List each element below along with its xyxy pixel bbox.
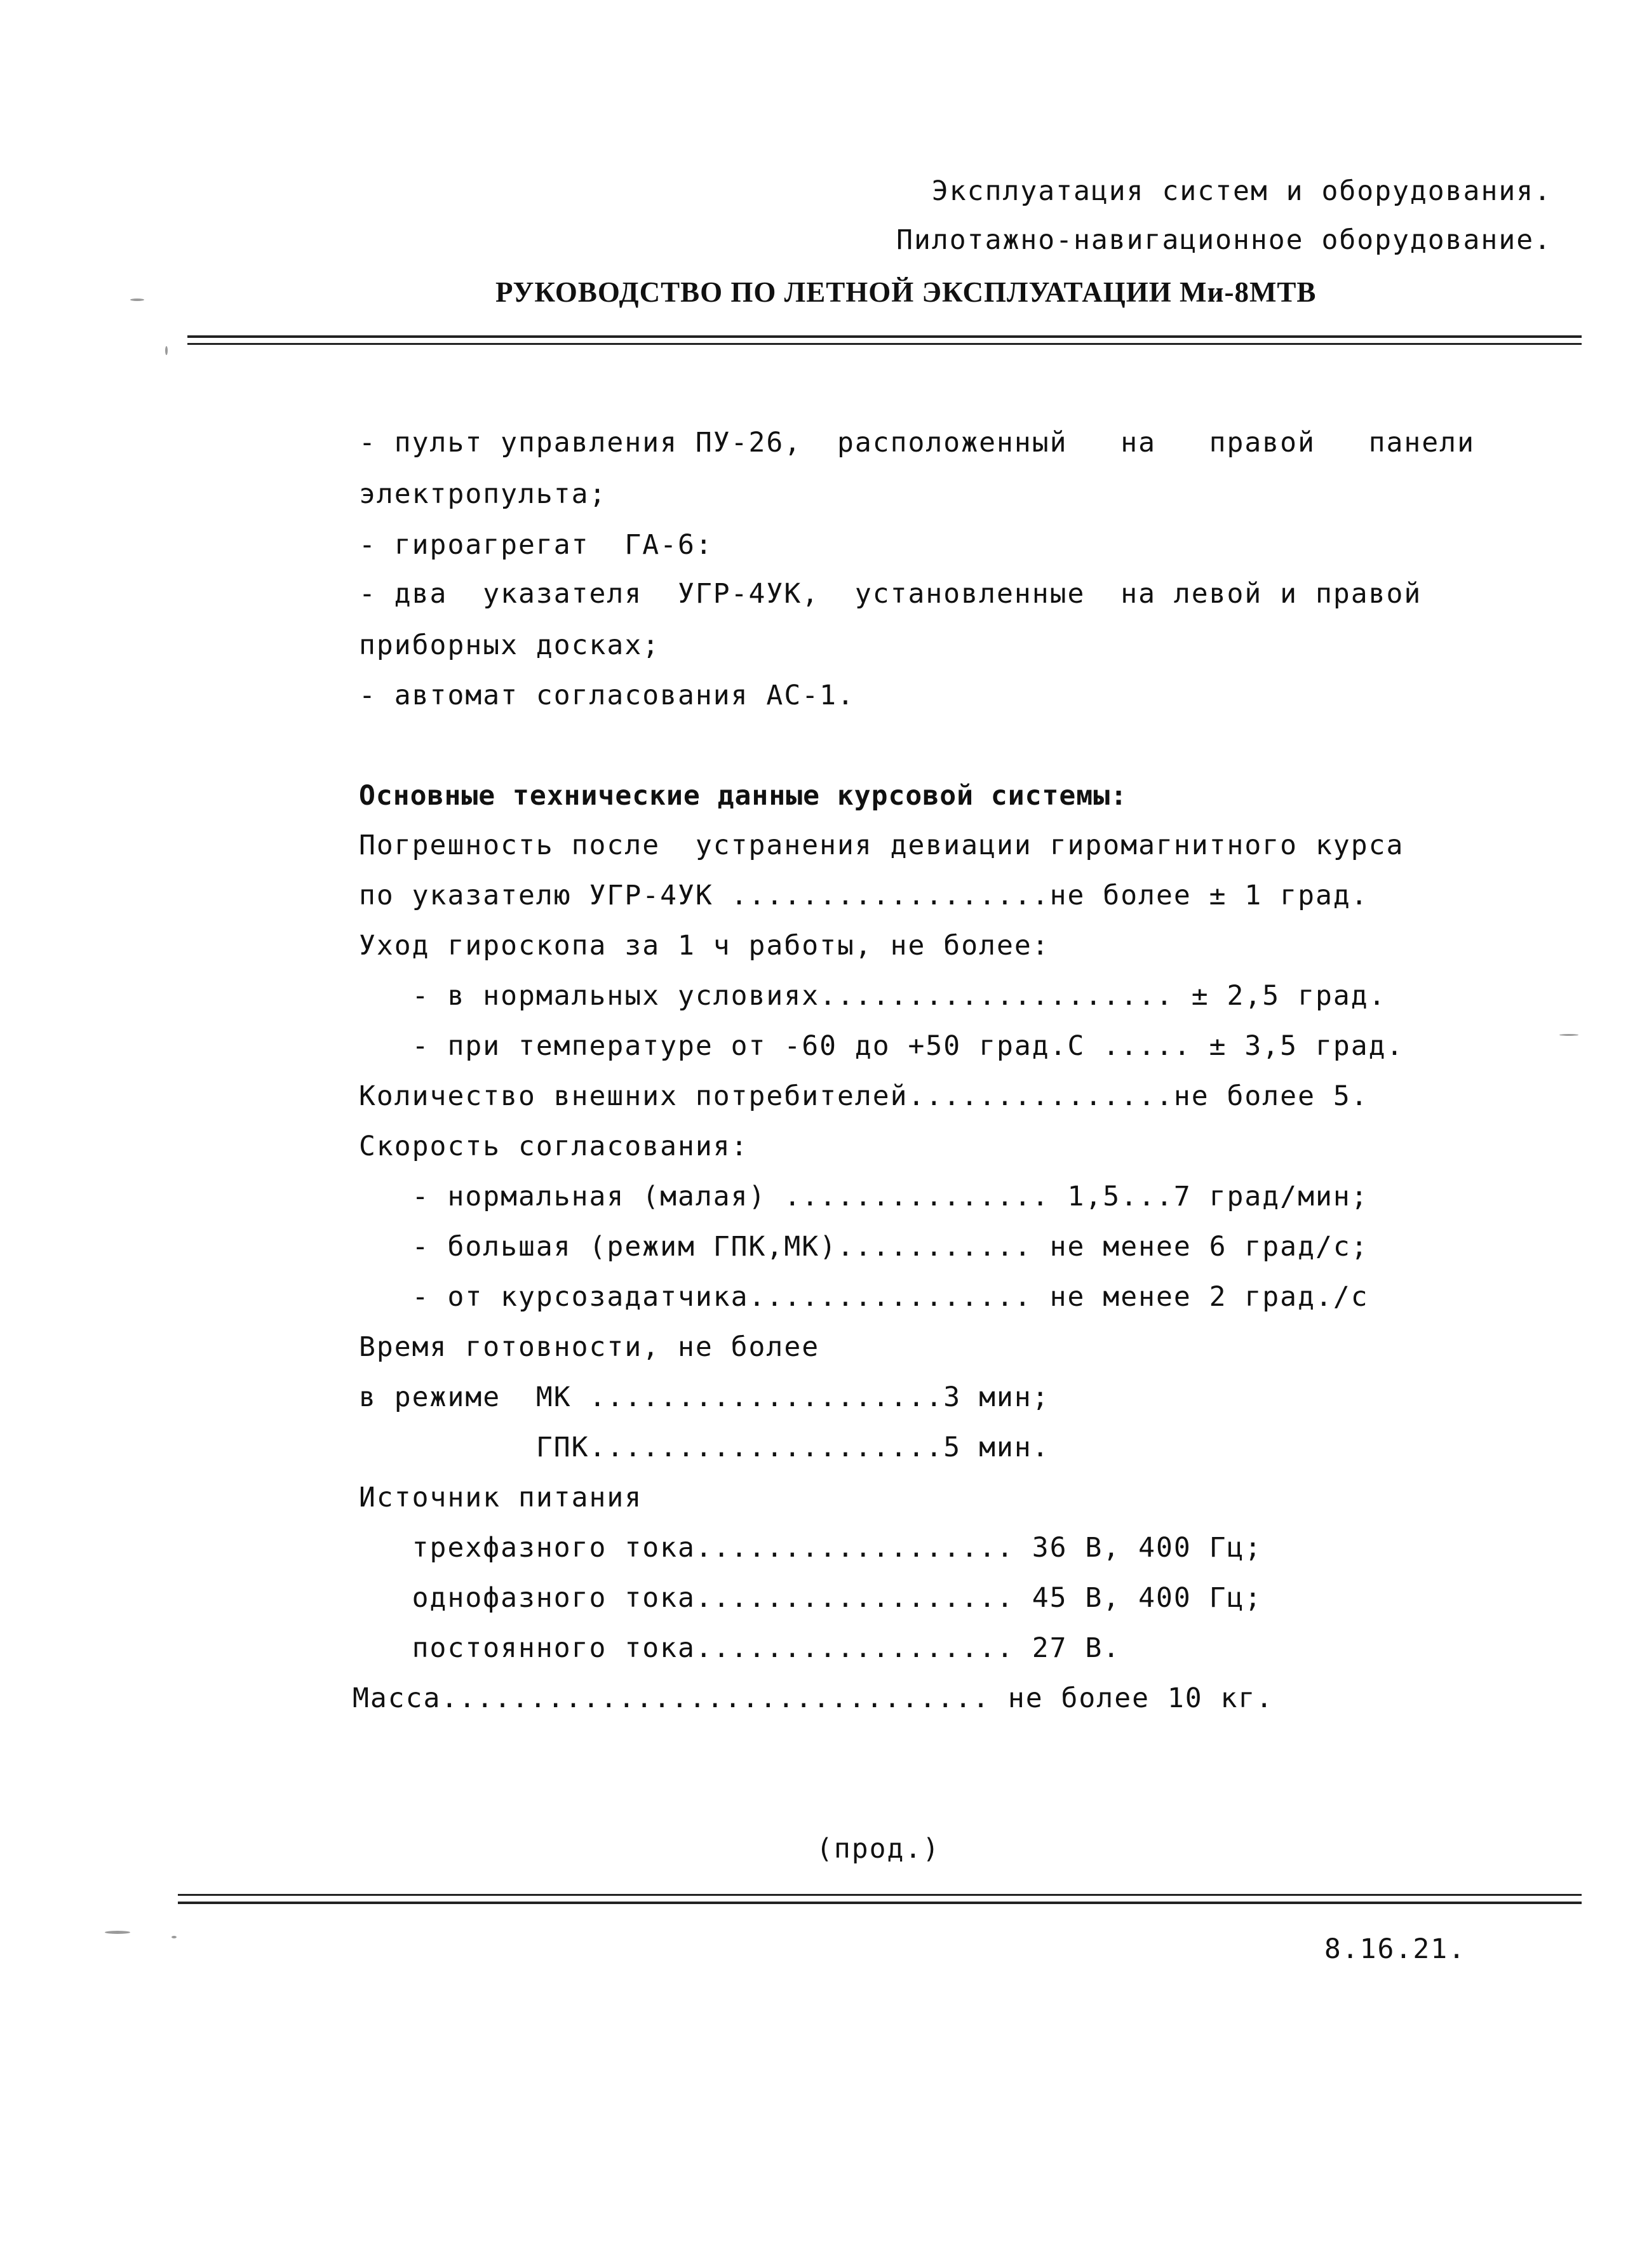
- scan-speck: [105, 1931, 130, 1934]
- continued-marker: (прод.): [816, 1833, 941, 1865]
- spec-line: Количество внешних потребителей...............не более 5.: [359, 1080, 1369, 1112]
- spec-line: однофазного тока.................. 45 В, 400 Гц;: [359, 1582, 1263, 1614]
- scan-speck: [1559, 1034, 1578, 1036]
- list-item: приборных досках;: [359, 629, 661, 661]
- spec-line: Масса............................... не более 10 кг.: [353, 1682, 1274, 1714]
- header-rule-bottom: [187, 343, 1582, 345]
- spec-line: - при температуре от -60 до +50 град.С ..... ± 3,5 град.: [359, 1030, 1404, 1062]
- spec-line: - в нормальных условиях.................... ± 2,5 град.: [359, 980, 1387, 1012]
- specs-heading: Основные технические данные курсовой системы:: [359, 780, 1127, 812]
- spec-line: Источник питания: [359, 1482, 643, 1513]
- footer-rule-top: [178, 1894, 1582, 1896]
- spec-line: ГПК....................5 мин.: [359, 1432, 1050, 1463]
- spec-line: в режиме МК ....................3 мин;: [359, 1381, 1050, 1413]
- spec-line: - от курсозадатчика................ не менее 2 град./с: [359, 1281, 1369, 1313]
- section-title-line-1: Эксплуатация систем и оборудования.: [931, 175, 1552, 207]
- list-item: - пульт управления ПУ-26, расположенный на правой панели: [359, 427, 1475, 459]
- spec-line: по указателю УГР-4УК ..................не более ± 1 град.: [359, 880, 1369, 911]
- page-number: 8.16.21.: [1324, 1933, 1466, 1965]
- list-item: электропульта;: [359, 478, 607, 510]
- list-item: - гироагрегат ГА-6:: [359, 529, 713, 561]
- spec-line: трехфазного тока.................. 36 В, 400 Гц;: [359, 1532, 1263, 1564]
- section-title-line-2: Пилотажно-навигационное оборудование.: [896, 224, 1552, 256]
- spec-line: Время готовности, не более: [359, 1331, 820, 1363]
- footer-rule-bottom: [178, 1902, 1582, 1904]
- spec-line: - нормальная (малая) ............... 1,5...7 град/мин;: [359, 1181, 1369, 1212]
- list-item: - два указателя УГР-4УК, установленные на левой и правой: [359, 578, 1422, 610]
- scan-speck: [130, 299, 144, 301]
- manual-title: РУКОВОДСТВО ПО ЛЕТНОЙ ЭКСПЛУАТАЦИИ Ми-8МТВ: [495, 276, 1317, 308]
- list-item: - автомат согласования АС-1.: [359, 680, 855, 711]
- spec-line: Уход гироскопа за 1 ч работы, не более:: [359, 930, 1050, 962]
- spec-line: Скорость согласования:: [359, 1131, 749, 1162]
- spec-line: Погрешность после устранения девиации гиромагнитного курса: [359, 829, 1404, 861]
- scan-speck: [165, 346, 168, 355]
- scan-speck: [172, 1936, 177, 1938]
- spec-line: постоянного тока.................. 27 В.: [359, 1632, 1121, 1664]
- header-rule-top: [187, 335, 1582, 338]
- spec-line: - большая (режим ГПК,МК)........... не менее 6 град/с;: [359, 1231, 1369, 1263]
